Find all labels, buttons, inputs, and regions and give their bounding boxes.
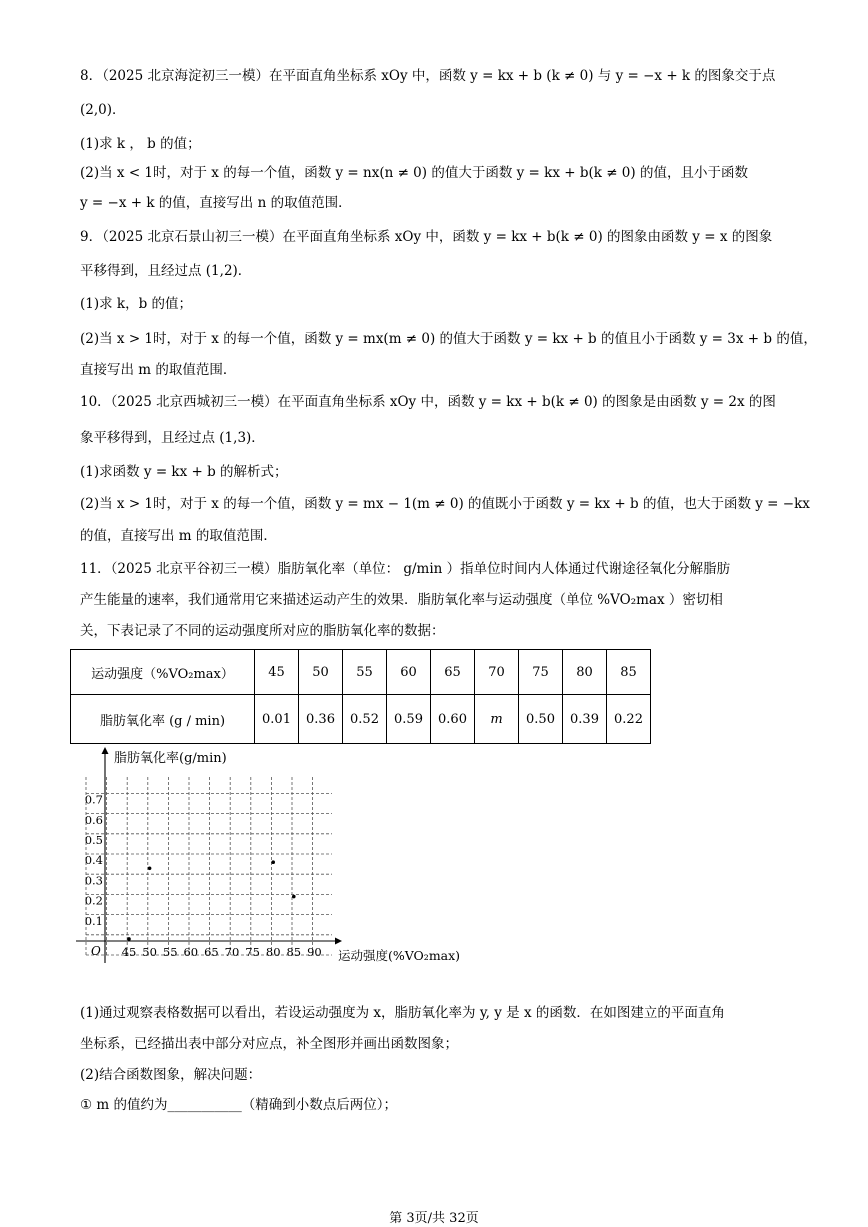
p8-q1: (1)求 k ， b 的值； [80, 136, 201, 152]
x-tick-label: 85 [286, 945, 302, 959]
y-axis-arrow [102, 747, 109, 754]
table-cell: 80 [563, 650, 607, 695]
p9-q2-line2: 直接写出 m 的取值范围． [80, 362, 237, 378]
table-cell: 55 [343, 650, 387, 695]
p11-q1-line1: (1)通过观察表格数据可以看出，若设运动强度为 x，脂肪氧化率为 y, y 是 x 的函数．在如图建立的平面直角 [80, 1005, 725, 1021]
p10-q2-line1: (2)当 x > 1时，对于 x 的每一个值，函数 y = mx − 1(m ≠ 0) 的值既小于函数 y = kx + b 的值，也大于函数 y = −kx [80, 496, 810, 512]
table-cell: 0.52 [343, 695, 387, 744]
p9-line1: 9．（2025 北京石景山初三一模）在平面直角坐标系 xOy 中，函数 y = kx + b(k ≠ 0) 的图象由函数 y = x 的图象 [80, 229, 773, 245]
table-cell: 85 [607, 650, 651, 695]
p11-q2-sub1: ① m 的值约为___________（精确到小数点后两位）； [80, 1097, 397, 1113]
table-row [71, 650, 651, 695]
x-tick-label: 75 [245, 945, 260, 959]
p11-q2: (2)结合函数图象，解决问题： [80, 1067, 262, 1083]
table-row [71, 695, 651, 744]
axes [76, 747, 342, 963]
table-cell: 0.36 [299, 695, 343, 744]
table-cell: 0.01 [255, 695, 299, 744]
p10-line1: 10．（2025 北京西城初三一模）在平面直角坐标系 xOy 中，函数 y = kx + b(k ≠ 0) 的图象是由函数 y = 2x 的图 [80, 394, 776, 410]
table-cell: 65 [431, 650, 475, 695]
x-tick-label: 45 [121, 945, 137, 959]
y-axis-label: 脂肪氧化率(g/min) [114, 751, 227, 766]
x-axis-label: 运动强度(%VO₂max) [338, 948, 461, 963]
x-tick-label: 90 [307, 945, 322, 959]
y-tick-label: 0.5 [84, 833, 103, 847]
p8-line1: 8．（2025 北京海淀初三一模）在平面直角坐标系 xOy 中，函数 y = kx + b (k ≠ 0) 与 y = −x + k 的图象交于点 [80, 68, 776, 84]
data-point [148, 866, 152, 870]
p8-q2-line1: (2)当 x < 1时，对于 x 的每一个值，函数 y = nx(n ≠ 0) 的值大于函数 y = kx + b(k ≠ 0) 的值，且小于函数 [80, 165, 748, 181]
p10-line2: 象平移得到，且经过点 (1,3)． [80, 430, 265, 446]
x-tick-label: 70 [224, 945, 240, 959]
p9-q2-line1: (2)当 x > 1时，对于 x 的每一个值，函数 y = mx(m ≠ 0) 的值大于函数 y = kx + b 的值且小于函数 y = 3x + b 的值， [80, 331, 817, 347]
origin-label: O [91, 944, 101, 958]
table-header-rate: 脂肪氧化率 (g / min) [71, 695, 255, 744]
y-tick-label: 0.6 [84, 812, 103, 827]
data-table [70, 649, 651, 744]
table-cell: 0.50 [519, 695, 563, 744]
coordinate-graph [70, 745, 490, 970]
table-cell: 75 [519, 650, 563, 695]
p11-line2: 产生能量的速率，我们通常用它来描述运动产生的效果．脂肪氧化率与运动强度（单位 %VO₂max ）密切相 [80, 592, 723, 608]
x-tick-label: 80 [265, 945, 281, 959]
p9-line2: 平移得到，且经过点 (1,2)． [80, 263, 252, 279]
y-tick-label: 0.3 [84, 873, 103, 888]
p11-q1-line2: 坐标系，已经描出表中部分对应点，补全图形并画出函数图象； [80, 1036, 458, 1052]
x-tick-label: 55 [162, 945, 178, 959]
grid [86, 777, 332, 955]
data-points [127, 860, 295, 940]
p11-line1: 11．（2025 北京平谷初三一模）脂肪氧化率（单位： g/min ）指单位时间内人体通过代谢途径氧化分解脂肪 [80, 561, 731, 577]
p9-q1: (1)求 k，b 的值； [80, 296, 193, 312]
page-footer: 第 3页/共 32页 [389, 1211, 479, 1226]
table-cell: 0.59 [387, 695, 431, 744]
p8-line2: (2,0)． [80, 102, 126, 118]
y-tick-label: 0.1 [84, 913, 103, 928]
table-cell: m [475, 695, 519, 744]
table-cell: 60 [387, 650, 431, 695]
table-cell: 70 [475, 650, 519, 695]
p8-q2-line2: y = −x + k 的值，直接写出 n 的取值范围． [80, 195, 352, 211]
table-header-intensity: 运动强度（%VO₂max） [71, 650, 255, 695]
x-tick-label: 50 [142, 945, 157, 959]
table-cell: 45 [255, 650, 299, 695]
y-tick-label: 0.2 [84, 893, 103, 908]
table-cell: 0.39 [563, 695, 607, 744]
table-cell: 0.22 [607, 695, 651, 744]
table-cell: 0.60 [431, 695, 475, 744]
x-tick-label: 60 [183, 945, 199, 959]
p10-q2-line2: 的值，直接写出 m 的取值范围． [80, 528, 277, 544]
tick-labels [85, 793, 322, 959]
x-tick-label: 65 [204, 945, 219, 959]
data-point [292, 895, 296, 899]
y-tick-label: 0.7 [84, 792, 103, 807]
p10-q1: (1)求函数 y = kx + b 的解析式； [80, 464, 288, 480]
table-cell: 50 [299, 650, 343, 695]
p11-line3: 关，下表记录了不同的运动强度所对应的脂肪氧化率的数据： [80, 623, 445, 639]
y-tick-label: 0.4 [84, 853, 103, 868]
data-point [127, 937, 131, 941]
data-point [271, 860, 275, 864]
x-axis-arrow [335, 938, 342, 945]
